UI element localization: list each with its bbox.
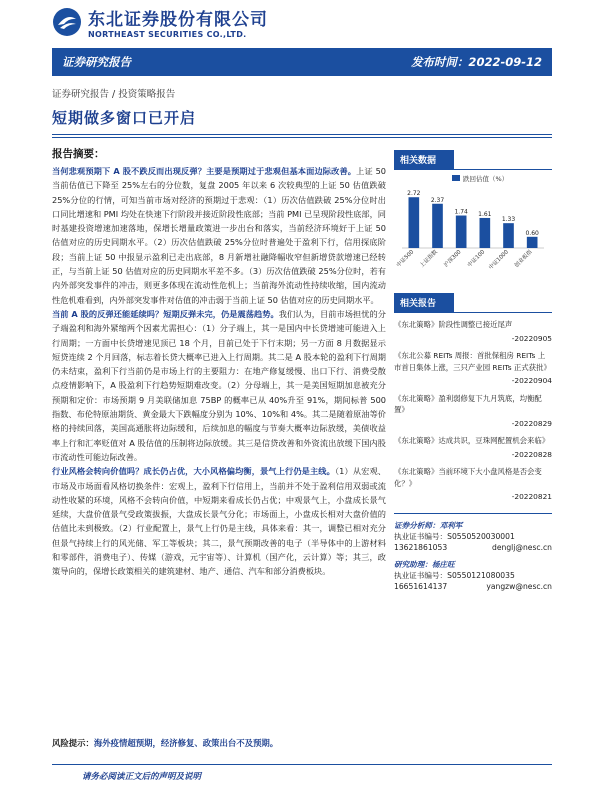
legend-label: 跌回估值（%） xyxy=(463,175,509,183)
breadcrumb: 证券研究报告 / 投资策略报告 xyxy=(52,89,176,100)
analyst-phone: 13621861053 xyxy=(394,542,448,552)
analyst-role-line xyxy=(394,520,552,531)
banner-publish-date: 发布时间：2022-09-12 xyxy=(410,55,542,69)
related-data-heading: 相关数据 xyxy=(394,150,454,169)
bar xyxy=(480,218,491,248)
legend-swatch xyxy=(452,175,460,181)
category-label: 中证1000 xyxy=(487,249,510,272)
report-item[interactable] xyxy=(394,350,552,387)
report-title: 《东北策略》达成共识，豆珠网配置机会来临》 xyxy=(394,436,550,445)
summary-p3-text: （1）从宏观、市场及市场面看风格切换条件：宏观上，盈利下行信用上，当前并不处于盈利信用双弱或流动性收紧的环境，风格不会转向价值，中短期来看成长仍占优；中观景气上，小盘成长景气延续，大盘价值景气受政策拔振，大盘成长景气分化；市场面上，小盘成长相对大盘价值的估值比未到极致。（2）行业配置上，景气上行仍是主线，具体来看：其一，调整已相对充分但景气持续上行的风光储、军工等板块；其二，景气预期改善的电子（半导体中的上游材料和零部件，消费电子）、传媒（游戏，元宇宙等）、计算机（国产化，云计算）等；其三，政策导向的，保增长政策相关的建筑建材、地产、通信、汽车和部分消费板块。 xyxy=(52,466,386,577)
report-date: -20220821 xyxy=(511,492,552,501)
company-name-cn: 东北证券股份有限公司 xyxy=(88,10,268,30)
summary-p2-text: 我们认为，目前市场担忧的分子端盈利和海外紧缩两个因素尤需担心：（1）分子端上，其一是国内中长贷增速可能进入上行周期；一方面中长贷增速见顶已 18 个月，目前已处于下行末期；另一方面 8 月数据显示短贷连续 2 个月回落，标志着长贷大概率已进入上行周期。其二是 A 股本轮的盈利下行周期仍未结束，盈利下行当前仍是市场上行的主要阻力：在地产修复缓慢、出口下行、消费受散点疫情影响下，A 股盈利下行趋势短期难改变。（2）分母端上，其一是美国短期加息被充分预期和定价：市场预期 9 月美联储加息 75BP 的概率已从 40%升至 91%，期间标普 500 指数、布伦特原油期货、黄金最大下跌幅度分别为 10%、10%和 4%。其二是随着原油等价格的持续回落，美国高通胀将边际缓和，后续加息的幅度与节奏大概率边际放缓，美债收益率上行和汇率贬值对 A 股估值的压制将边际放缓。其三是信贷改善和外资流出放缓下国内股市流动性可能边际改善。 xyxy=(52,308,386,462)
summary-body xyxy=(52,164,386,579)
summary-paragraph-1 xyxy=(52,164,386,307)
related-reports-heading: 相关报告 xyxy=(394,293,454,312)
related-reports-header xyxy=(394,293,552,313)
header-banner xyxy=(52,48,552,76)
summary-p3-lead: 行业风格会转向价值吗？成长仍占优，大小风格偏均衡，景气上行仍是主线。 xyxy=(52,466,335,477)
analyst-block xyxy=(394,520,552,553)
report-item[interactable] xyxy=(394,393,552,430)
analyst-role-line xyxy=(394,559,552,570)
page-title: 短期做多窗口已开启 xyxy=(52,109,197,127)
related-reports-list xyxy=(394,319,552,503)
analyst-role: 研究助理： xyxy=(394,559,432,569)
category-label: 中证100 xyxy=(466,249,487,269)
analyst-block xyxy=(394,559,552,592)
category-label: 上证指数 xyxy=(419,249,439,269)
company-name-en: NORTHEAST SECURITIES CO.,LTD. xyxy=(88,30,247,39)
analyst-name: 杨庄旺 xyxy=(431,559,455,569)
data-label: 1.61 xyxy=(478,210,492,218)
analyst-contact xyxy=(394,542,552,553)
title-divider-2 xyxy=(52,137,552,138)
summary-paragraph-2 xyxy=(52,307,386,464)
analyst-divider xyxy=(394,513,552,514)
analyst-contact xyxy=(394,581,552,592)
report-date: -20220828 xyxy=(511,449,552,459)
report-date: -20220905 xyxy=(511,333,552,343)
report-title: 《东北公募 REITs 周报：首批保租房 REITs 上市首日集体上涨，三只产业园 REITs 正式获批》 xyxy=(394,351,551,372)
title-divider xyxy=(52,134,552,135)
bar xyxy=(503,223,514,248)
analyst-email[interactable]: yangzw@nesc.cn xyxy=(486,581,552,591)
data-label: 1.74 xyxy=(454,208,468,216)
risk-warning xyxy=(52,737,278,749)
analyst-role: 证券分析师： xyxy=(394,520,440,530)
report-title: 《东北策略》当前环境下大小盘风格是否会变化？》 xyxy=(394,467,542,488)
analyst-license: 执业证书编号：S0550121080035 xyxy=(394,570,515,580)
analyst-phone: 16651614137 xyxy=(394,581,448,591)
bar xyxy=(432,204,443,248)
report-item[interactable] xyxy=(394,435,552,460)
report-date: -20220829 xyxy=(511,418,552,428)
bar xyxy=(456,216,467,248)
banner-report-type: 证券研究报告 xyxy=(62,55,131,69)
data-label: 0.60 xyxy=(525,229,539,237)
data-label: 2.37 xyxy=(430,196,445,204)
footer-disclaimer: 请务必阅读正文后的声明及说明 xyxy=(82,772,202,782)
analyst-name: 邓利军 xyxy=(439,520,463,530)
chart-svg xyxy=(394,170,552,285)
analyst-license: 执业证书编号：S0550520030001 xyxy=(394,531,515,541)
summary-p2-lead: 当前 A 股的反弹还能延续吗？短期反弹未完，仍是震荡趋势。 xyxy=(52,308,279,319)
summary-paragraph-3 xyxy=(52,464,386,578)
category-label: 沪深300 xyxy=(443,249,463,269)
risk-text: 海外疫情超预期，经济修复、政策出台不及预期。 xyxy=(93,738,279,748)
data-label: 1.33 xyxy=(501,216,516,224)
category-label: 创业板指 xyxy=(513,249,534,269)
report-date: -20220904 xyxy=(511,376,552,385)
sidebar xyxy=(394,150,552,592)
report-title: 《东北策略》盈利弱修复下九月筑底，均衡配置》 xyxy=(394,393,542,414)
risk-label: 风险提示： xyxy=(52,738,94,748)
logo-icon xyxy=(52,7,82,37)
summary-p1-lead: 当何悲观预期下 A 股不跌反而出现反弹？主要是预期过于悲观但基本面边际改善。 xyxy=(52,166,357,176)
report-title: 《东北策略》阶段性调整已接近尾声 xyxy=(394,320,513,329)
bar xyxy=(409,197,420,248)
summary-p1-text: 上证 50 当前估值已下降至 25%左右的分位数，复盘 2005 年以来 6 次较典型的上证 50 估值跌破 25%分位的行情，可知当前市场对经济的预期过于悲观：（1）历次估值跌破 25%分位时出口同比增速和 PMI 均处在快速下行阶段并接近阶段性底部；当前 PMI 已呈现阶段性底部，同时基建投资增速加速落地，保增长增量政策进一步出台和落实，当前经济环境好于上证 50 估值对应的历史同期水平。（2）历次估值跌破 25%分位时普遍处于盈利下行，信用探底阶段；当前上证 50 中报显示盈利已走出底部，8 月新增社融降幅收窄但新增贷款增速已经转正，与当前上证 50 估值对应的历史同期水平差不多。（3）历次估值跌破 25%分位时，若有内外部突发事件的冲击，则更多体现在流动性危机上；当前海外流动性持续收缩，国内流动性危机难看到，内外部突发事件对估值的冲击弱于当前上证 50 估值对应的历史同期水平。 xyxy=(52,166,386,305)
valuation-chart xyxy=(394,170,552,285)
summary-heading: 报告摘要： xyxy=(52,148,105,160)
data-label: 2.72 xyxy=(407,190,421,198)
related-data-header xyxy=(394,150,552,170)
analyst-info xyxy=(394,520,552,592)
footer-divider xyxy=(52,764,552,765)
company-logo xyxy=(52,5,268,39)
analyst-email[interactable]: denglj@nesc.cn xyxy=(492,542,552,552)
category-label: 中证500 xyxy=(395,249,416,269)
report-item[interactable] xyxy=(394,319,552,344)
bar xyxy=(527,237,538,248)
report-item[interactable] xyxy=(394,466,552,503)
